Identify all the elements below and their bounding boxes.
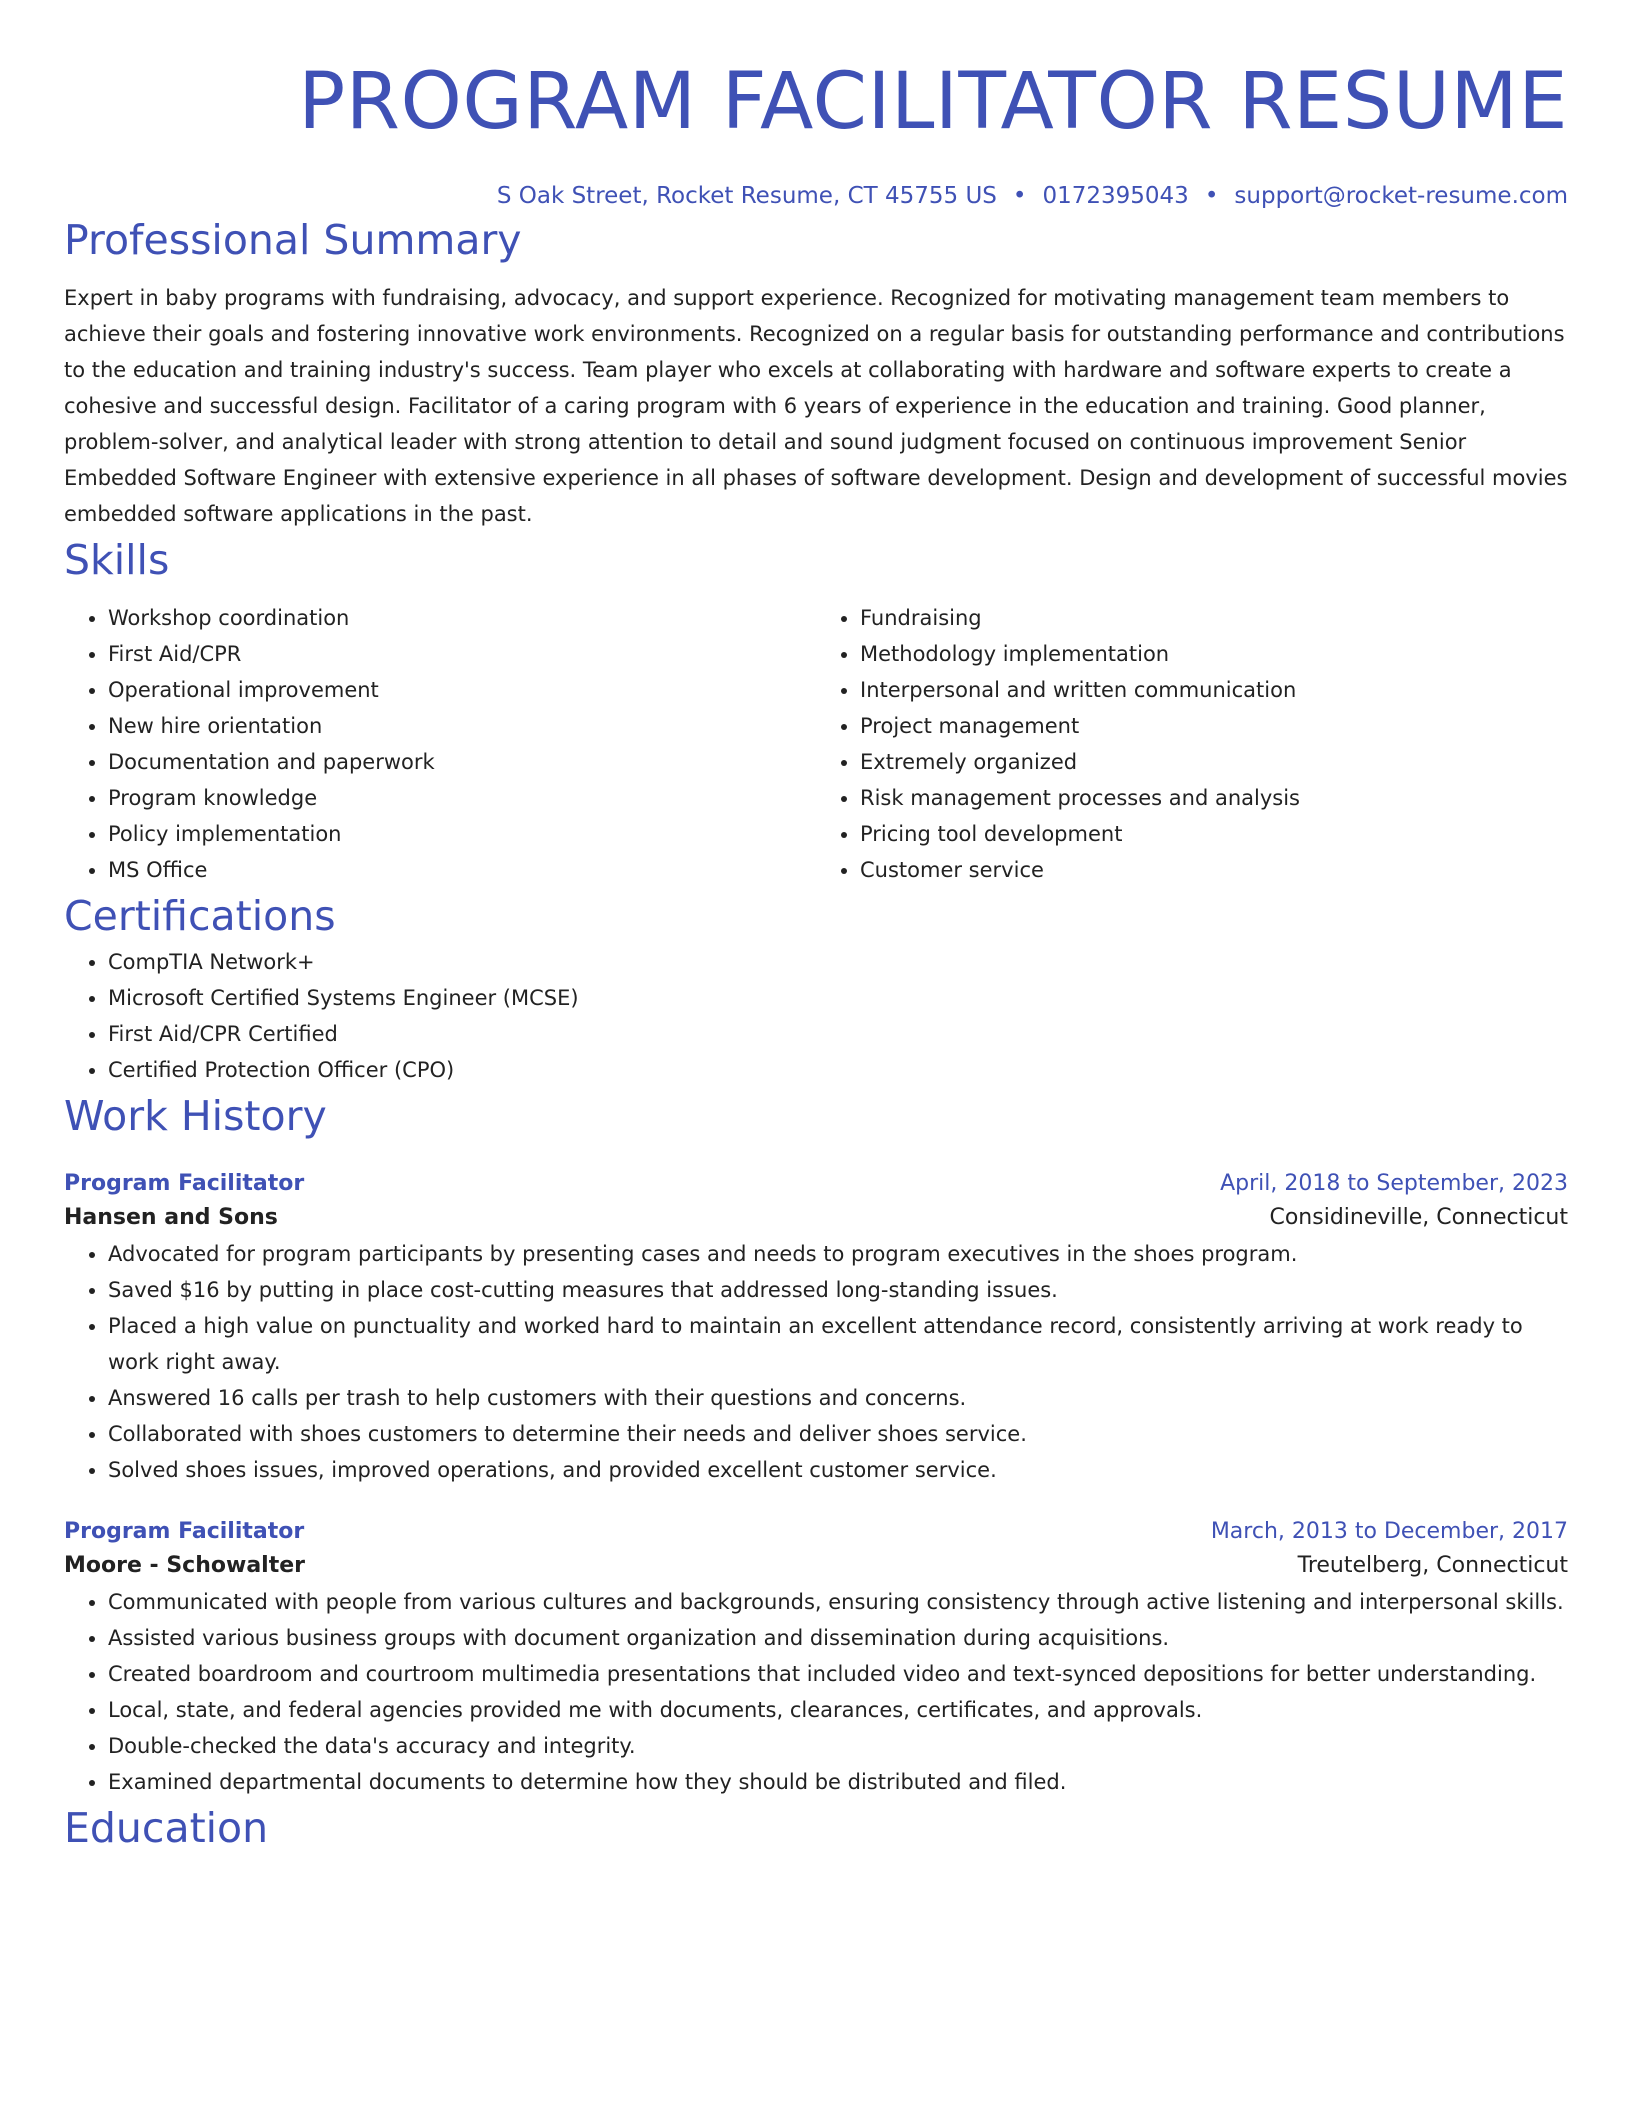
section-heading-skills: Skills — [64, 536, 170, 584]
skill-item: • MS Office — [108, 852, 816, 888]
job-entry — [64, 1168, 1568, 1488]
job-location: Treutelberg, Connecticut — [1297, 1553, 1568, 1578]
job-bullet: • Local, state, and federal agencies provided me with documents, clearances, certificates, and approvals. — [108, 1692, 1568, 1728]
job-entry — [64, 1516, 1568, 1800]
contact-address: S Oak Street, Rocket Resume, CT 45755 US — [496, 183, 997, 209]
skill-item: • Interpersonal and written communication — [860, 672, 1568, 708]
job-company: Hansen and Sons — [64, 1205, 278, 1230]
skill-item: • Policy implementation — [108, 816, 816, 852]
skill-item: • Program knowledge — [108, 780, 816, 816]
contact-separator: • — [1204, 183, 1219, 209]
skill-item: • Extremely organized — [860, 744, 1568, 780]
skill-item: • Operational improvement — [108, 672, 816, 708]
certification-item: • Microsoft Certified Systems Engineer (MCSE) — [108, 980, 1568, 1016]
skill-item: • Documentation and paperwork — [108, 744, 816, 780]
job-bullet: • Communicated with people from various cultures and backgrounds, ensuring consistency through active listening and interpersonal skills. — [108, 1584, 1568, 1620]
job-header-row — [64, 1516, 1568, 1548]
job-header-row — [64, 1168, 1568, 1200]
skill-item: • Fundraising — [860, 600, 1568, 636]
job-bullet: • Examined departmental documents to determine how they should be distributed and filed. — [108, 1764, 1568, 1800]
job-bullets — [64, 1236, 1568, 1488]
section-heading-summary: Professional Summary — [64, 216, 522, 264]
job-bullet: • Double-checked the data's accuracy and integrity. — [108, 1728, 1568, 1764]
job-bullet: • Advocated for program participants by presenting cases and needs to program executives in the shoes program. — [108, 1236, 1568, 1272]
summary-text: Expert in baby programs with fundraising, advocacy, and support experience. Recognized for motivating management team members to achieve their goals and fostering innovative work environments. Recognized on a regular basis for outstanding performance and contributions to the education and training industry's success. Team player who excels at collaborating with hardware and software experts to create a cohesive and successful design. Facilitator of a caring program with 6 years of experience in the education and training. Good planner, problem-solver, and analytical leader with strong attention to detail and sound judgment focused on continuous improvement Senior Embedded Software Engineer with extensive experience in all phases of software development. Design and development of successful movies embedded software applications in the past. — [64, 286, 1568, 526]
skill-item: • Workshop coordination — [108, 600, 816, 636]
contact-line — [64, 180, 1568, 212]
contact-phone: 0172395043 — [1042, 183, 1189, 209]
contact-email: support@rocket-resume.com — [1234, 183, 1568, 209]
certification-item: • Certified Protection Officer (CPO) — [108, 1052, 1568, 1088]
job-company: Moore - Schowalter — [64, 1553, 306, 1578]
job-bullet: • Solved shoes issues, improved operations, and provided excellent customer service. — [108, 1452, 1568, 1488]
job-location: Considineville, Connecticut — [1269, 1205, 1568, 1230]
contact-separator: • — [1012, 183, 1027, 209]
skill-item: • Methodology implementation — [860, 636, 1568, 672]
job-company-row — [64, 1200, 1568, 1236]
job-dates: March, 2013 to December, 2017 — [1210, 1519, 1568, 1544]
job-bullet: • Assisted various business groups with document organization and dissemination during acquisitions. — [108, 1620, 1568, 1656]
skill-item: • Risk management processes and analysis — [860, 780, 1568, 816]
job-bullet: • Created boardroom and courtroom multimedia presentations that included video and text-synced depositions for better understanding. — [108, 1656, 1568, 1692]
resume-title: PROGRAM FACILITATOR RESUME — [298, 57, 1568, 147]
job-bullet: • Placed a high value on punctuality and worked hard to maintain an excellent attendance record, consistently arriving at work ready to work right away. — [108, 1308, 1568, 1380]
section-heading-work-history: Work History — [64, 1092, 327, 1140]
skill-item: • First Aid/CPR — [108, 636, 816, 672]
job-bullet: • Answered 16 calls per trash to help customers with their questions and concerns. — [108, 1380, 1568, 1416]
skill-item: • New hire orientation — [108, 708, 816, 744]
certification-item: • CompTIA Network+ — [108, 944, 1568, 980]
skill-item: • Pricing tool development — [860, 816, 1568, 852]
skill-item: • Project management — [860, 708, 1568, 744]
skills-grid — [64, 600, 1568, 888]
skill-item: • Customer service — [860, 852, 1568, 888]
job-bullet: • Collaborated with shoes customers to determine their needs and deliver shoes service. — [108, 1416, 1568, 1452]
job-dates: April, 2018 to September, 2023 — [1220, 1171, 1568, 1196]
job-title: Program Facilitator — [64, 1171, 305, 1196]
section-heading-certifications: Certifications — [64, 892, 336, 940]
job-bullets — [64, 1584, 1568, 1800]
skills-list-right — [816, 600, 1568, 888]
job-bullet: • Saved $16 by putting in place cost-cutting measures that addressed long-standing issues. — [108, 1272, 1568, 1308]
certifications-list — [64, 944, 1568, 1088]
resume-header — [64, 0, 1568, 212]
section-heading-education: Education — [64, 1804, 269, 1852]
job-company-row — [64, 1548, 1568, 1584]
job-title: Program Facilitator — [64, 1519, 305, 1544]
skills-list-left — [64, 600, 816, 888]
certification-item: • First Aid/CPR Certified — [108, 1016, 1568, 1052]
